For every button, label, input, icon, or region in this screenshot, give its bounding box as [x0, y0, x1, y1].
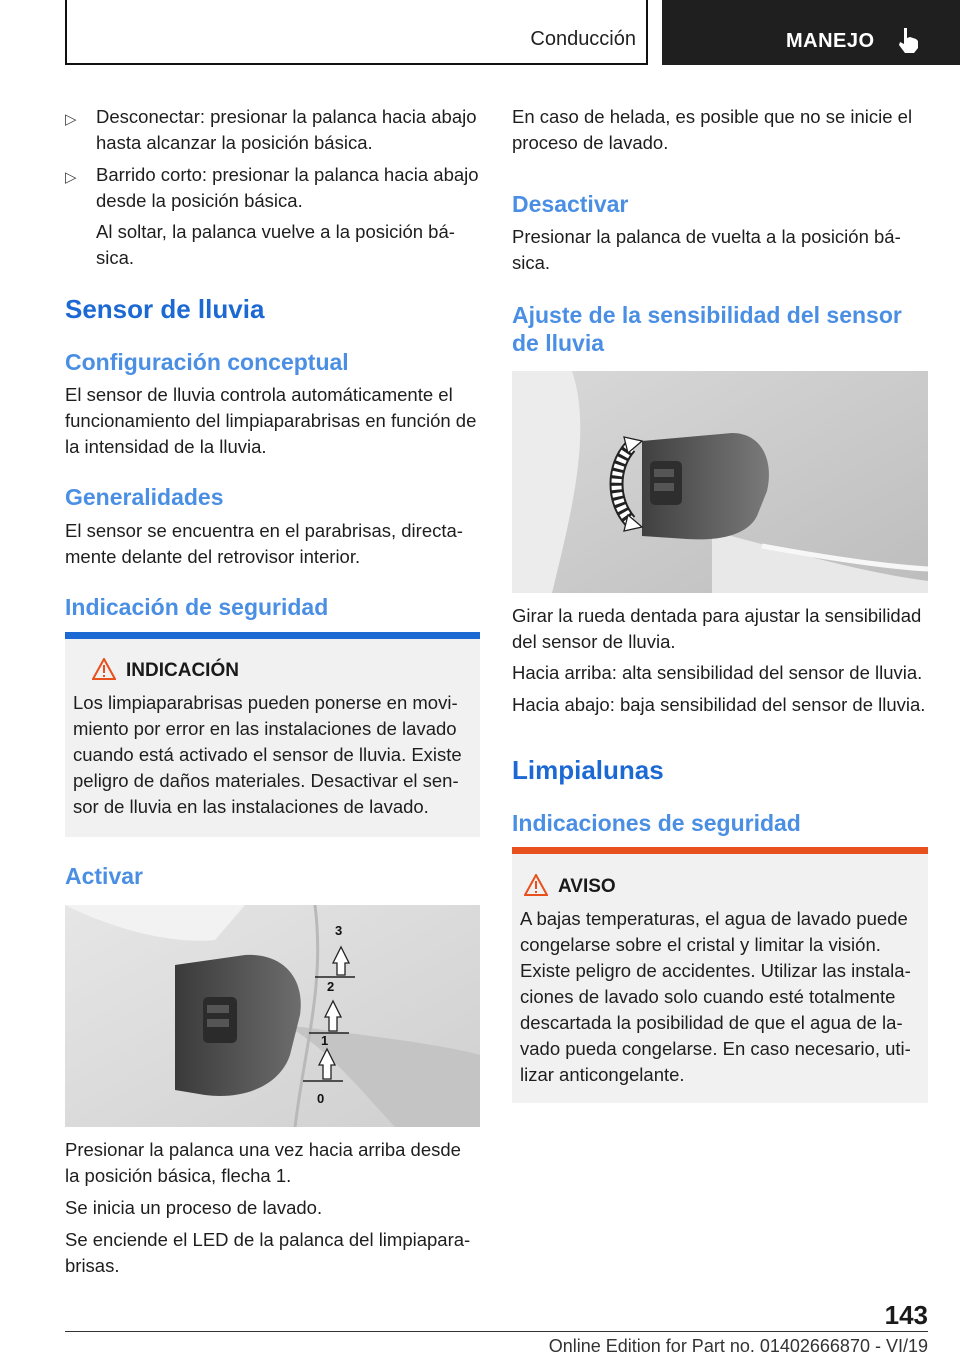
- bullet-triangle-icon: ▷: [65, 111, 77, 128]
- figure-label-2: 2: [327, 979, 335, 994]
- bullet-note: Al soltar, la palanca vuelve a la posición bá-sica.: [96, 221, 455, 268]
- warning-body: A bajas temperaturas, el agua de lavado puede congelarse sobre el cristal y limitar la visión. Existe peligro de accidentes. Utilizar las instala-ciones de lavado solo cuando esté totalmente descartada la posibilidad de que el agua de la-vado pueda congelarse. En caso necesario, uti-lizar anticongelante.: [520, 908, 911, 1085]
- hand-pointer-icon: [894, 26, 922, 54]
- heading-general: Generalidades: [65, 484, 224, 510]
- warning-title: AVISO: [558, 876, 616, 897]
- heading-rain-sensor: Sensor de lluvia: [65, 294, 265, 324]
- heading-rear-wiper: Limpialunas: [512, 755, 664, 785]
- bullet-triangle-icon: ▷: [65, 169, 77, 186]
- heading-safety-notes: Indicaciones de seguridad: [512, 810, 801, 836]
- heading-activate: Activar: [65, 863, 143, 889]
- warning-icon: [92, 658, 116, 680]
- section-title: Conducción: [530, 28, 636, 50]
- text-frost: En caso de helada, es posible que no se inicie el proceso de lavado.: [512, 106, 913, 153]
- heading-adjust-sensitivity: Ajuste de la sensibilidad del sensor de lluvia: [512, 302, 902, 356]
- notice-title: INDICACIÓN: [126, 660, 239, 681]
- header-rule-right: [646, 0, 648, 65]
- notice-bar: [65, 632, 480, 639]
- text-general: El sensor se encuentra en el parabrisas, directa-mente delante del retrovisor interior.: [65, 520, 463, 567]
- chapter-tab: [662, 0, 960, 65]
- bullet-short-wipe: Barrido corto: presionar la palanca hacia abajo desde la posición básica.: [96, 164, 479, 211]
- text-activate-2: Se inicia un proceso de lavado.: [65, 1197, 323, 1218]
- text-activate-3: Se enciende el LED de la palanca del limpiapara-brisas.: [65, 1229, 471, 1276]
- figure-label-3: 3: [335, 923, 343, 938]
- heading-safety: Indicación de seguridad: [65, 594, 329, 620]
- text-adjust-1: Girar la rueda dentada para ajustar la sensibilidad del sensor de lluvia.: [512, 605, 922, 652]
- text-adjust-2: Hacia arriba: alta sensibilidad del sensor de lluvia.: [512, 662, 923, 683]
- text-concept: El sensor de lluvia controla automáticamente el funcionamiento del limpiaparabrisas en función de la intensidad de la lluvia.: [65, 384, 477, 457]
- footer-rule: [65, 1331, 928, 1332]
- bullet-disconnect: Desconectar: presionar la palanca hacia abajo hasta alcanzar la posición básica.: [96, 106, 477, 153]
- chapter-title: MANEJO: [786, 30, 875, 52]
- heading-concept: Configuración conceptual: [65, 349, 349, 375]
- figure-wiper-lever-positions: [65, 905, 480, 1127]
- warning-bar: [512, 847, 928, 854]
- notice-box: [65, 632, 480, 837]
- figure-label-0: 0: [317, 1091, 325, 1106]
- figure-label-1: 1: [321, 1033, 329, 1048]
- footer-edition: Online Edition for Part no. 01402666870 - VI/19: [548, 1336, 928, 1356]
- text-adjust-3: Hacia abajo: baja sensibilidad del sensor de lluvia.: [512, 694, 926, 715]
- warning-box: [512, 847, 928, 1103]
- header-rule-left: [65, 0, 67, 65]
- text-deactivate: Presionar la palanca de vuelta a la posición bá-sica.: [512, 226, 901, 273]
- notice-body: Los limpiaparabrisas pueden ponerse en movi-miento por error en las instalaciones de lavado cuando está activado el sensor de lluvia. Existe peligro de daños materiales. Desactivar el sen-sor de lluvia en las instalaciones de lavado.: [73, 692, 462, 817]
- warning-icon: [524, 874, 548, 896]
- text-activate-1: Presionar la palanca una vez hacia arriba desde la posición básica, flecha 1.: [65, 1139, 461, 1186]
- figure-sensitivity-wheel: [512, 371, 928, 593]
- header-rule-bottom: [65, 63, 648, 65]
- heading-deactivate: Desactivar: [512, 191, 629, 217]
- page-number: 143: [884, 1300, 928, 1330]
